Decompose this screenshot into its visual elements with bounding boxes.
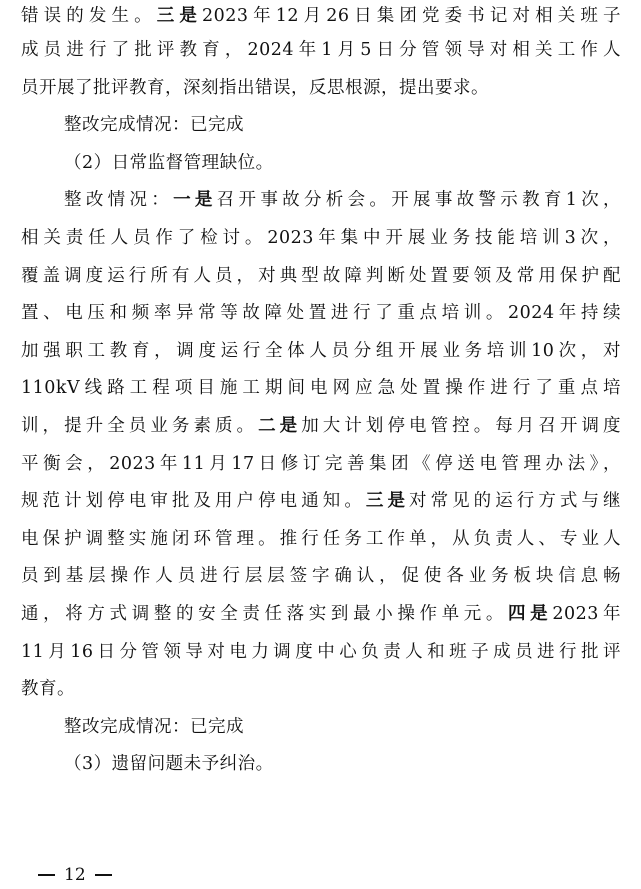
text-segment: 2023年12月26日集团党委书记对相关班子 <box>201 6 622 26</box>
text-line <box>21 483 621 521</box>
text-segment: 平衡会，2023年11月17日修订完善集团《停送电管理办法》， <box>21 453 621 474</box>
text-line <box>21 220 621 258</box>
bold-marker: 四是 <box>508 603 553 624</box>
text-line <box>21 671 621 709</box>
text-line <box>21 446 621 484</box>
text-segment: （3）遗留问题未予纠治。 <box>64 754 274 775</box>
text-segment: 加大计划停电管控。每月召开调度 <box>301 415 622 436</box>
text-line <box>21 709 621 747</box>
text-segment: 110kV线路工程项目施工期间电网应急处置操作进行了重点培 <box>21 378 621 399</box>
text-segment: 加强职工教育，调度运行全体人员分组开展业务培训10次，对 <box>21 340 621 361</box>
text-line <box>21 295 621 333</box>
text-line <box>21 0 621 32</box>
text-segment: 电保护调整实施闭环管理。推行任务工作单，从负责人、专业人 <box>21 528 621 549</box>
text-segment: 训，提升全员业务素质。 <box>21 415 259 436</box>
text-segment: 员开展了批评教育，深刻指出错误，反思根源，提出要求。 <box>21 77 489 98</box>
text-line <box>21 182 621 220</box>
text-line <box>21 408 621 446</box>
text-segment: （2）日常监督管理缺位。 <box>64 152 274 173</box>
text-segment: 错误的发生。 <box>21 6 157 26</box>
page-footer <box>38 862 112 888</box>
text-line <box>21 70 621 108</box>
footer-dash-left <box>38 874 55 876</box>
bold-marker: 三是 <box>156 6 202 26</box>
text-segment: 相关责任人员作了检讨。2023年集中开展业务技能培训3次， <box>21 227 621 248</box>
text-segment: 规范计划停电审批及用户停电通知。 <box>21 491 366 512</box>
text-line <box>21 32 621 70</box>
paragraph <box>21 746 621 784</box>
text-line <box>21 521 621 559</box>
text-segment: 整改完成情况：已完成 <box>64 115 244 136</box>
text-line <box>21 596 621 634</box>
page-number: 12 <box>64 865 86 885</box>
text-line <box>21 558 621 596</box>
paragraph <box>21 709 621 747</box>
text-line <box>21 107 621 145</box>
text-segment: 11月16日分管领导对电力调度中心负责人和班子成员进行批评 <box>21 641 621 662</box>
text-segment: 对常见的运行方式与继 <box>409 491 622 512</box>
paragraph <box>21 145 621 183</box>
text-line <box>21 746 621 784</box>
text-segment: 覆盖调度运行所有人员，对典型故障判断处置要领及常用保护配 <box>21 265 621 286</box>
text-line <box>21 370 621 408</box>
text-segment: 置、电压和频率异常等故障处置进行了重点培训。2024年持续 <box>21 303 621 324</box>
paragraph <box>21 107 621 145</box>
text-segment: 成员进行了批评教育，2024年1月5日分管领导对相关工作人 <box>21 40 621 60</box>
bold-marker: 一是 <box>173 190 217 211</box>
text-line <box>21 145 621 183</box>
text-line <box>21 634 621 672</box>
bold-marker: 三是 <box>365 491 410 512</box>
text-segment: 2023年 <box>552 603 622 624</box>
text-segment: 员到基层操作人员进行层层签字确认，促使各业务板块信息畅 <box>21 566 621 587</box>
paragraph <box>21 182 621 708</box>
text-segment: 通，将方式调整的安全责任落实到最小操作单元。 <box>21 603 509 624</box>
bold-marker: 二是 <box>258 415 302 436</box>
text-segment: 整改情况： <box>64 190 174 211</box>
text-segment: 整改完成情况：已完成 <box>64 716 244 737</box>
text-line <box>21 258 621 296</box>
text-line <box>21 333 621 371</box>
footer-dash-right <box>95 874 112 876</box>
text-segment: 召开事故分析会。开展事故警示教育1次， <box>216 190 622 211</box>
paragraph <box>21 0 621 107</box>
body-text <box>21 0 621 784</box>
text-segment: 教育。 <box>21 679 75 700</box>
